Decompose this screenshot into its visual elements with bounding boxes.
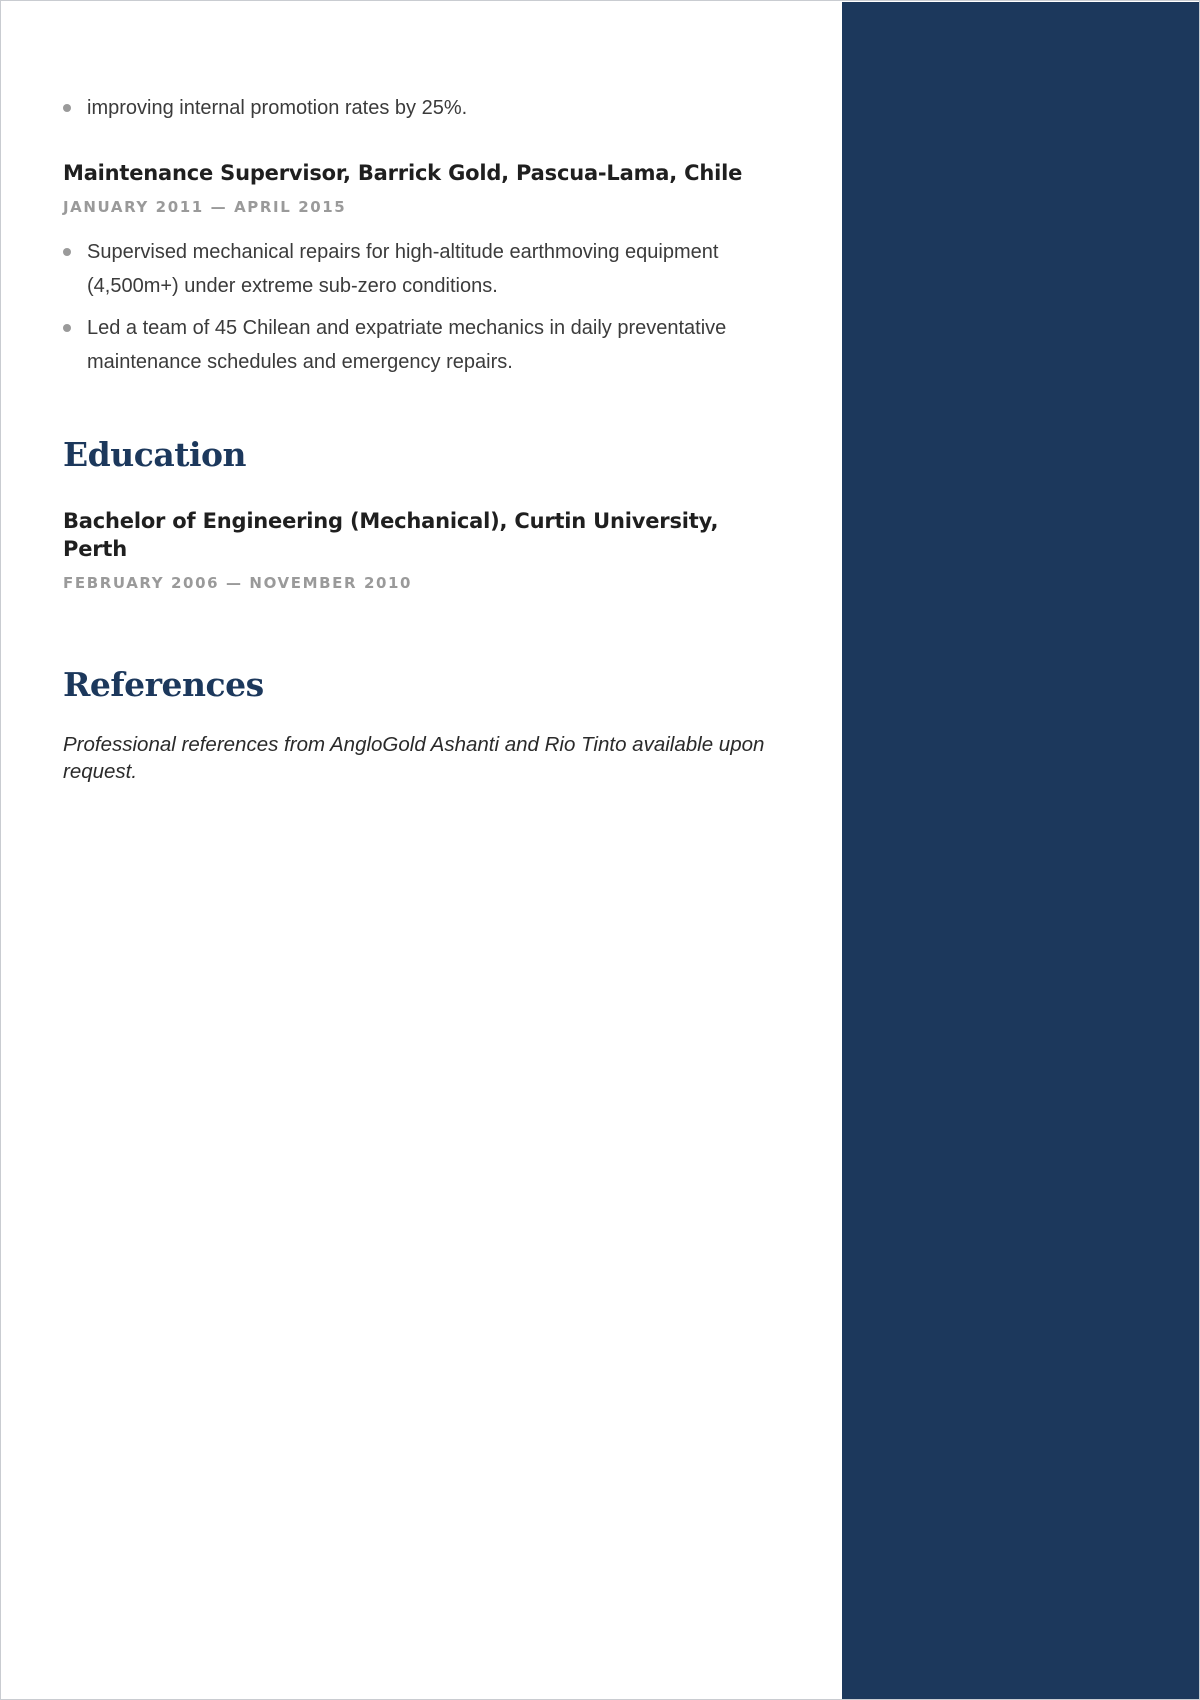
education-title: Bachelor of Engineering (Mechanical), Curtin University, Perth xyxy=(63,509,719,561)
education-section xyxy=(63,435,783,593)
job-entry xyxy=(63,159,783,379)
references-text: Professional references from AngloGold Ashanti and Rio Tinto available upon request. xyxy=(63,733,765,783)
bullet-item: Supervised mechanical repairs for high-altitude earthmoving equipment (4,500m+) under extreme sub-zero conditions. xyxy=(63,235,783,303)
references-section xyxy=(63,665,783,785)
job-bullet-list xyxy=(63,235,783,379)
bullet-item: improving internal promotion rates by 25%. xyxy=(63,91,783,125)
job-title: Maintenance Supervisor, Barrick Gold, Pascua-Lama, Chile xyxy=(63,161,743,185)
main-column xyxy=(63,91,783,785)
education-entry xyxy=(63,507,783,593)
sidebar-panel xyxy=(842,2,1200,1699)
job-dates: JANUARY 2011 — APRIL 2015 xyxy=(63,198,347,216)
previous-job-bullet-list xyxy=(63,91,783,125)
section-title-education: Education xyxy=(63,435,246,474)
education-dates: FEBRUARY 2006 — NOVEMBER 2010 xyxy=(63,574,413,592)
section-title-references: References xyxy=(63,665,264,704)
bullet-item: Led a team of 45 Chilean and expatriate mechanics in daily preventative maintenance schedules and emergency repairs. xyxy=(63,311,783,379)
